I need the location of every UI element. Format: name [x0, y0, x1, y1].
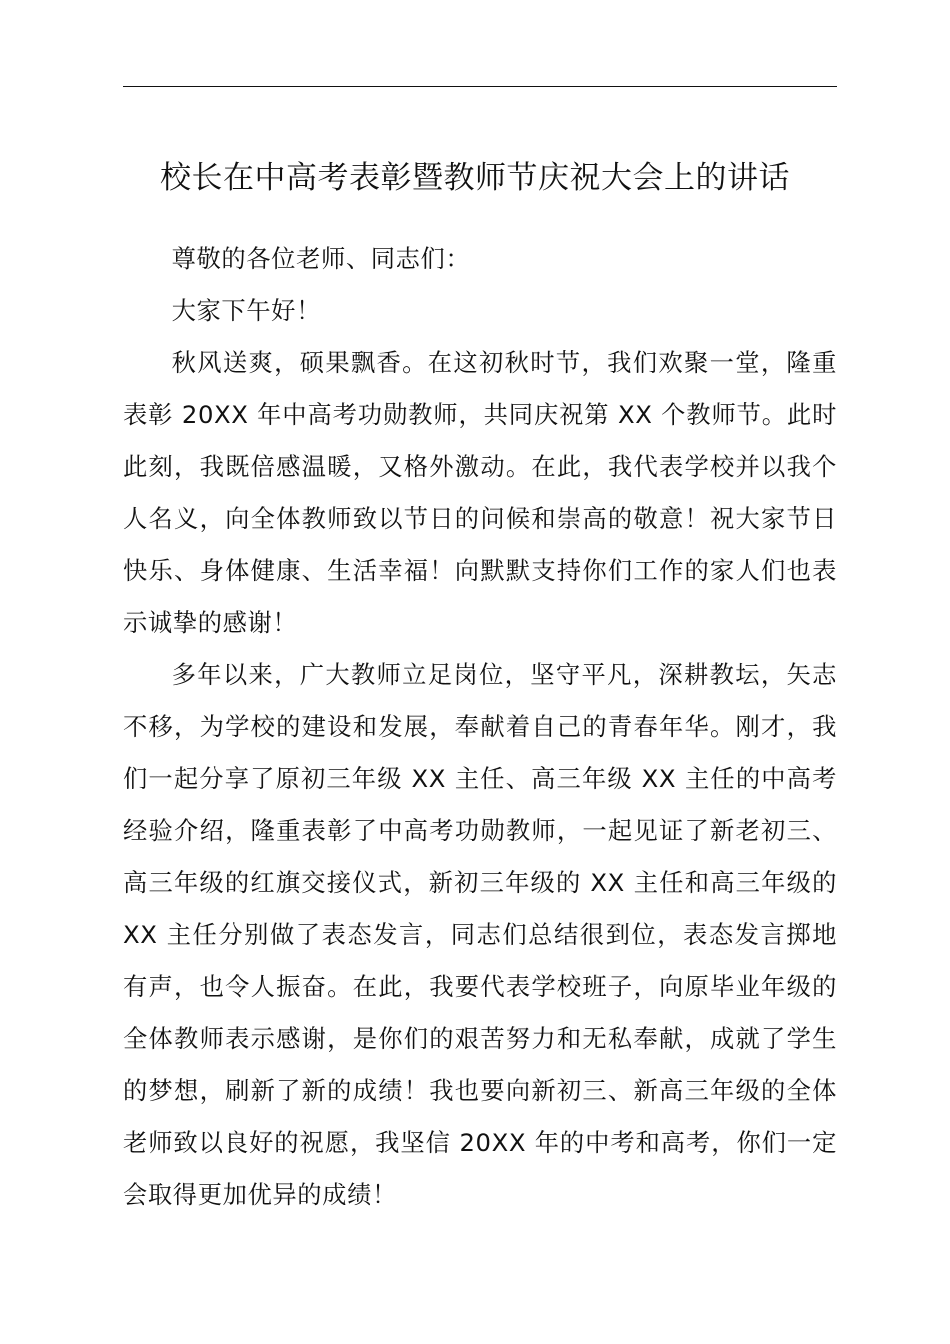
- greeting-paragraph: 大家下午好！: [171, 296, 321, 325]
- body-paragraph-2: 多年以来，广大教师立足岗位，坚守平凡，深耕教坛，矢志不移，为学校的建设和发展，奉献着自己的青春年华。刚才，我们一起分享了原初三年级 XX 主任、高三年级 XX 主任的中高考经验介绍，隆重表彰了中高考功勋教师，一起见证了新老初三、高三年级的红旗交接仪式，新初三年级的 XX 主任和高三年级的 XX 主任分别做了表态发言，同志们总结很到位，表态发言掷地有声，也令人振奋。在此，我要代表学校班子，向原毕业年级的全体教师表示感谢，是你们的艰苦努力和无私奉献，成就了学生的梦想，刷新了新的成绩！我也要向新初三、新高三年级的全体老师致以良好的祝愿，我坚信 20XX 年的中考和高考，你们一定会取得更加优异的成绩！: [123, 660, 837, 1209]
- body-paragraph-1: 秋风送爽，硕果飘香。在这初秋时节，我们欢聚一堂，隆重表彰 20XX 年中高考功勋教师，共同庆祝第 XX 个教师节。此时此刻，我既倍感温暖，又格外激动。在此，我代表学校并以我个人名义，向全体教师致以节日的问候和崇高的敬意！祝大家节日快乐、身体健康、生活幸福！向默默支持你们工作的家人们也表示诚挚的感谢！: [123, 348, 837, 637]
- document-title: 校长在中高考表彰暨教师节庆祝大会上的讲话: [160, 160, 790, 196]
- header-rule: [123, 86, 837, 87]
- salutation-paragraph: 尊敬的各位老师、同志们：: [171, 244, 471, 273]
- document-body: [123, 233, 837, 1221]
